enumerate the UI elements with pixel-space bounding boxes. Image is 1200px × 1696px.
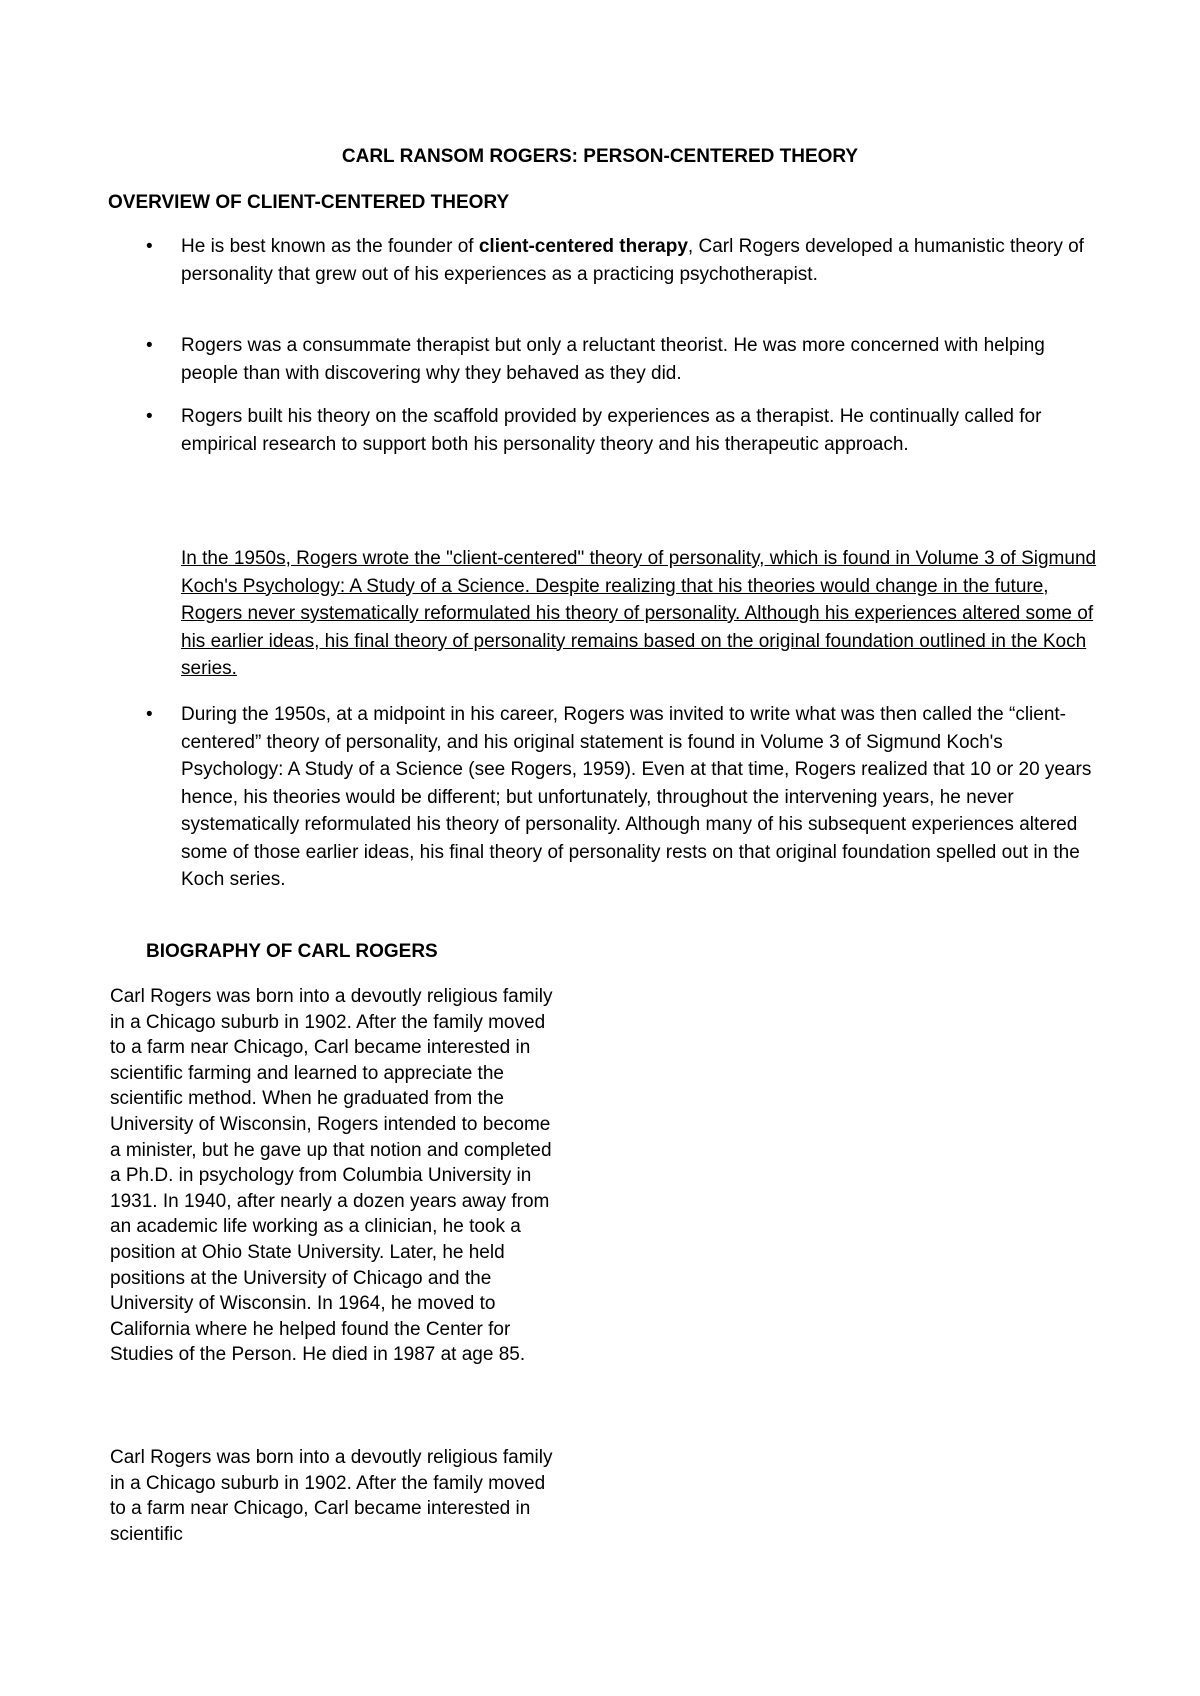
underlined-paragraph: In the 1950s, Rogers wrote the "client-centered" theory of personality, which is found in Volume 3 of Sigmund Koch's Psychology: A Study of a Science. Despite realizing that his theories would change in the future, Rogers never systematically reformulated his theory of personality. Although his experiences altered some of his earlier ideas, his final theory of personality remains based on the original foundation outlined in the Koch series.	[181, 548, 1097, 679]
bullet-icon: •	[146, 335, 153, 356]
biography-heading: BIOGRAPHY OF CARL ROGERS	[146, 941, 438, 962]
bullet-icon: •	[146, 704, 153, 725]
bullet-text-4: During the 1950s, at a midpoint in his career, Rogers was invited to write what was then called the “client-centered” theory of personality, and his original statement is found in Volume 3 of Sigmund Koch's Psychology: A Study of a Science (see Rogers, 1959). Even at that time, Rogers realized that 10 or 20 years hence, his theories would be different; but unfortunately, throughout the intervening years, he never systematically reformulated his theory of personality. Although many of his subsequent experiences altered some of those earlier ideas, his final theory of personality rests on that original foundation spelled out in the Koch series.	[181, 704, 1092, 890]
biography-paragraph-1: Carl Rogers was born into a devoutly religious family in a Chicago suburb in 1902. After the family moved to a farm near Chicago, Carl became interested in scientific farming and learned to appreciate the scientific method. When he graduated from the University of Wisconsin, Rogers intended to become a minister, but he gave up that notion and completed a Ph.D. in psychology from Columbia University in 1931. In 1940, after nearly a dozen years away from an academic life working as a clinician, he took a position at Ohio State University. Later, he held positions at the University of Chicago and the University of Wisconsin. In 1964, he moved to California where he helped found the Center for Studies of the Person. He died in 1987 at age 85.	[110, 986, 553, 1366]
document-title: CARL RANSOM ROGERS: PERSON-CENTERED THEORY	[341, 146, 859, 167]
bullet-icon: •	[146, 406, 153, 427]
overview-heading: OVERVIEW OF CLIENT-CENTERED THEORY	[108, 192, 510, 213]
bullet-text-1: He is best known as the founder of client-centered therapy, Carl Rogers developed a humanistic theory of personality that grew out of his experiences as a practicing psychotherapist.	[181, 236, 1084, 285]
bullet-icon: •	[146, 236, 153, 257]
bullet-text-3: Rogers built his theory on the scaffold provided by experiences as a therapist. He continually called for empirical research to support both his personality theory and his therapeutic approach.	[181, 406, 1042, 455]
bullet-text-2: Rogers was a consummate therapist but only a reluctant theorist. He was more concerned with helping people than with discovering why they behaved as they did.	[181, 335, 1045, 384]
bold-term: client-centered therapy	[478, 236, 688, 257]
biography-paragraph-2: Carl Rogers was born into a devoutly religious family in a Chicago suburb in 1902. After the family moved to a farm near Chicago, Carl became interested in scientific	[110, 1447, 553, 1545]
